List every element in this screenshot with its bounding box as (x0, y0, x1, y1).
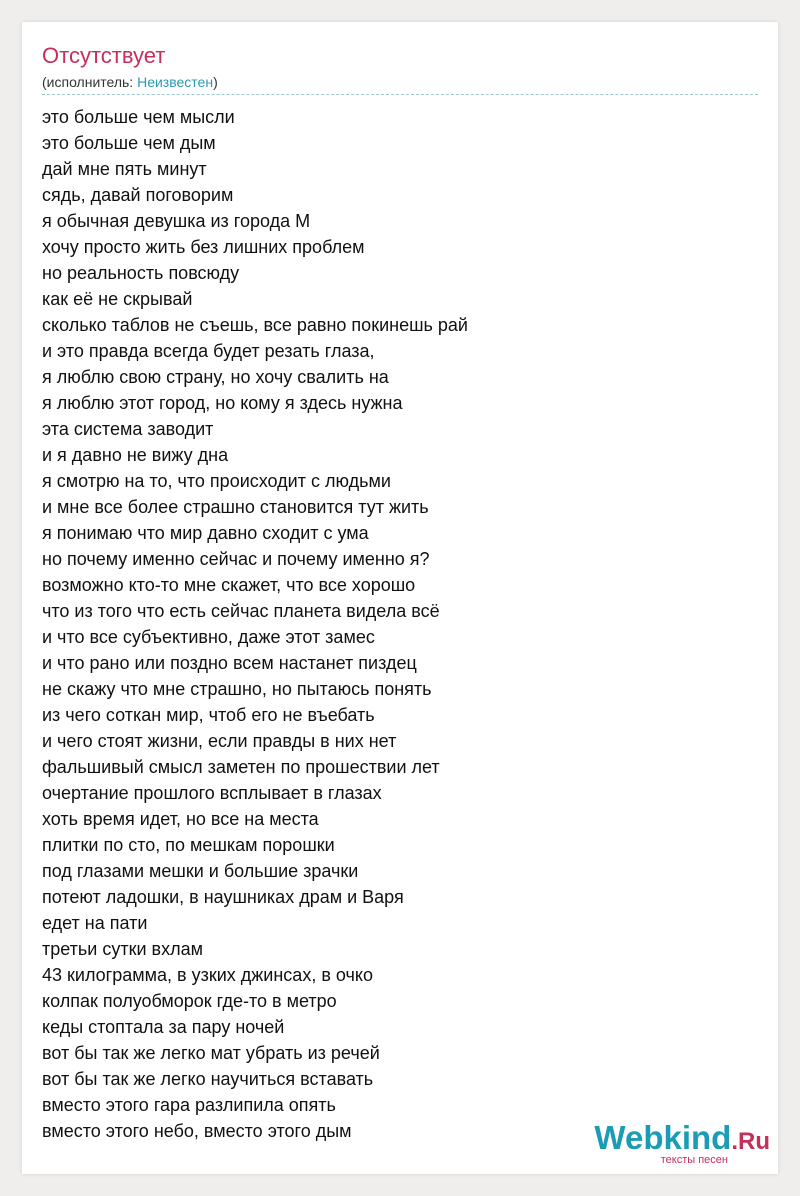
artist-link[interactable]: Неизвестен (137, 74, 214, 90)
site-logo[interactable] (580, 1120, 770, 1166)
lyric-line: и это правда всегда будет резать глаза, (42, 341, 375, 361)
lyric-line: не скажу что мне страшно, но пытаюсь понять (42, 679, 432, 699)
lyric-line: сколько таблов не съешь, все равно покинешь рай (42, 315, 468, 335)
lyric-line: потеют ладошки, в наушниках драм и Варя (42, 887, 404, 907)
lyric-line: я люблю этот город, но кому я здесь нужна (42, 393, 403, 413)
logo-name: Webkind (594, 1119, 732, 1156)
lyrics-list (42, 104, 758, 1144)
lyric-line: и я давно не вижу дна (42, 445, 229, 465)
logo-tld: .Ru (731, 1128, 770, 1155)
lyric-line: я понимаю что мир давно сходит с ума (42, 523, 369, 543)
lyric-line: 43 килограмма, в узких джинсах, в очко (42, 965, 373, 985)
lyric-line: это больше чем мысли (42, 107, 235, 127)
lyric-line: третьи сутки вхлам (42, 939, 203, 959)
lyric-line: но почему именно сейчас и почему именно я? (42, 549, 430, 569)
lyric-line: но реальность повсюду (42, 263, 240, 283)
lyric-line: возможно кто-то мне скажет, что все хорошо (42, 575, 416, 595)
artist-suffix: ) (213, 74, 218, 90)
lyric-line: я смотрю на то, что происходит с людьми (42, 471, 391, 491)
lyric-line: хоть время идет, но все на места (42, 809, 319, 829)
lyric-line: я люблю свою страну, но хочу свалить на (42, 367, 389, 387)
artist-prefix: (исполнитель: (42, 74, 138, 90)
lyrics-page (22, 22, 778, 1174)
lyric-line: едет на пати (42, 913, 148, 933)
lyric-line: вместо этого гара разлипила опять (42, 1095, 336, 1115)
lyric-line: дай мне пять минут (42, 159, 207, 179)
lyric-line: что из того что есть сейчас планета видела всё (42, 601, 440, 621)
lyric-line: очертание прошлого всплывает в глазах (42, 783, 382, 803)
lyric-line: кеды стоптала за пару ночей (42, 1017, 285, 1037)
lyric-line: под глазами мешки и большие зрачки (42, 861, 359, 881)
lyric-line: и чего стоят жизни, если правды в них нет (42, 731, 397, 751)
dashed-divider (42, 94, 758, 95)
lyric-line: эта система заводит (42, 419, 214, 439)
lyric-line: плитки по сто, по мешкам порошки (42, 835, 335, 855)
lyric-line: сядь, давай поговорим (42, 185, 234, 205)
artist-line (42, 72, 218, 92)
lyric-line: и мне все более страшно становится тут жить (42, 497, 429, 517)
lyric-line: колпак полуобморок где-то в метро (42, 991, 337, 1011)
lyric-line: фальшивый смысл заметен по прошествии лет (42, 757, 440, 777)
lyric-line: хочу просто жить без лишних проблем (42, 237, 365, 257)
logo-tagline: тексты песен (660, 1154, 728, 1166)
lyric-line: вместо этого небо, вместо этого дым (42, 1121, 352, 1141)
lyric-line: вот бы так же легко мат убрать из речей (42, 1043, 380, 1063)
lyric-line: вот бы так же легко научиться вставать (42, 1069, 374, 1089)
lyric-line: как её не скрывай (42, 289, 193, 309)
song-title: Отсутствует (42, 43, 166, 68)
lyric-line: из чего соткан мир, чтоб его не въебать (42, 705, 375, 725)
lyric-line: я обычная девушка из города М (42, 211, 311, 231)
lyric-line: и что рано или поздно всем настанет пиздец (42, 653, 417, 673)
lyric-line: это больше чем дым (42, 133, 216, 153)
lyric-line: и что все субъективно, даже этот замес (42, 627, 375, 647)
